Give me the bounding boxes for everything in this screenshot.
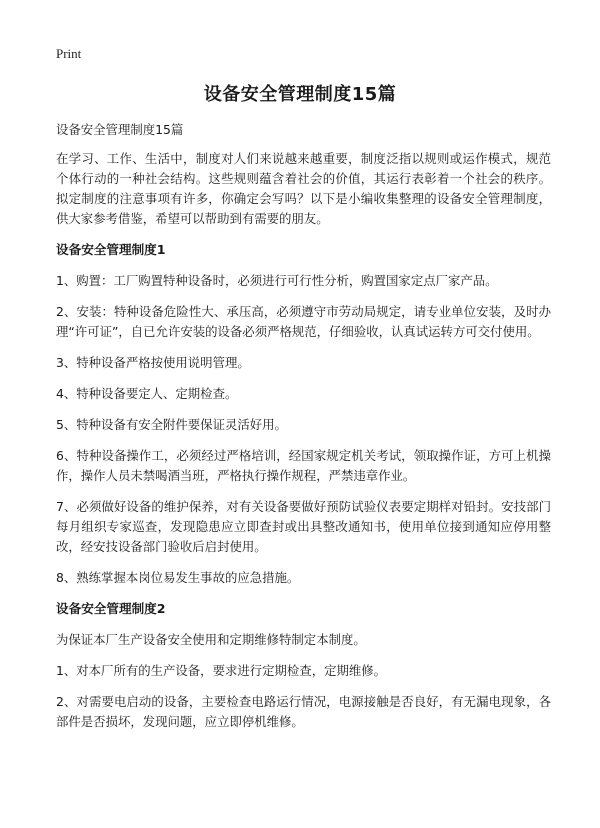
list-item: 5、特种设备有安全附件要保证灵活好用。 <box>56 417 287 432</box>
list-item: 2、对需要电启动的设备，主要检查电路运行情况，电源接触是否良好，有无漏电现象，各部件是否损坏，发现问题，应立即停机维修。 <box>56 694 551 729</box>
section-intro: 为保证本厂生产设备安全使用和定期维修特制定本制度。 <box>56 632 366 647</box>
intro-paragraph: 在学习、工作、生活中，制度对人们来说越来越重要，制度泛指以规则或运作模式，规范个体行动的一种社会结构。这些规则蕴含着社会的价值，其运行表彰着一个社会的秩序。拟定制度的注意事项有许多，你确定会写吗？以下是小编收集整理的设备安全管理制度，供大家参考借鉴，希望可以帮助到有需要的朋友。 <box>56 151 551 226</box>
list-item: 7、必须做好设备的维护保养，对有关设备要做好预防试验仪表要定期样对铅封。安技部门每月组织专家巡查，发现隐患应立即查封或出具整改通知书，使用单位接到通知应停用整改，经安技设备部门验收后启封使用。 <box>56 499 551 554</box>
section-heading-2: 设备安全管理制度2 <box>56 601 166 616</box>
list-item: 2、安装：特种设备危险性大、承压高，必须遵守市劳动局规定，请专业单位安装，及时办理“许可证”，自已允许安装的设备必须严格规范，仔细验收，认真试运转方可交付使用。 <box>56 304 551 339</box>
list-item: 1、购置：工厂购置特种设备时，必须进行可行性分析，购置国家定点厂家产品。 <box>56 273 498 288</box>
print-link[interactable]: Print <box>56 46 82 61</box>
page-title: 设备安全管理制度15篇 <box>203 84 397 105</box>
list-item: 8、熟练掌握本岗位易发生事故的应急措施。 <box>56 570 300 585</box>
document-body <box>56 120 551 743</box>
list-item: 4、特种设备要定人、定期检查。 <box>56 386 238 401</box>
list-item: 6、特种设备操作工，必须经过严格培训，经国家规定机关考试，领取操作证，方可上机操作，操作人员未禁喝酒当班，严格执行操作规程，严禁违章作业。 <box>56 448 551 483</box>
list-item: 3、特种设备严格按使用说明管理。 <box>56 355 250 370</box>
document-subtitle: 设备安全管理制度15篇 <box>56 122 184 137</box>
section-heading-1: 设备安全管理制度1 <box>56 242 166 257</box>
list-item: 1、对本厂所有的生产设备，要求进行定期检查，定期维修。 <box>56 663 387 678</box>
